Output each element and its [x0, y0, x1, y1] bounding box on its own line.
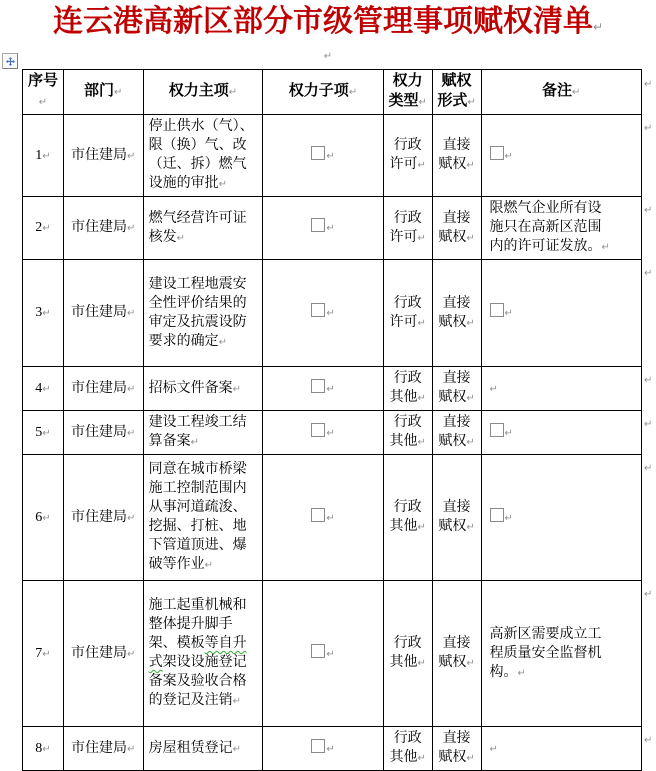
- grant-form-text: 直接赋权: [438, 210, 471, 245]
- cell-end-mark: ↵: [417, 753, 426, 764]
- cell-sub-power-item: [263, 260, 383, 367]
- cell-grant-form: [432, 411, 481, 455]
- department-text: 市住建局: [71, 740, 128, 756]
- header-main-item: [143, 70, 263, 115]
- cell-remark: [481, 367, 641, 411]
- cell-seq-no: [23, 455, 64, 581]
- cell-end-mark: ↵: [489, 743, 498, 755]
- cell-grant-form: [432, 115, 481, 197]
- cell-end-mark: ↵: [417, 160, 426, 171]
- cell-department: [63, 727, 143, 771]
- cell-power-type: [383, 581, 432, 727]
- sub-item-checkbox[interactable]: [311, 303, 325, 317]
- cell-grant-form: [432, 197, 481, 260]
- cell-end-mark: ↵: [326, 308, 335, 319]
- department-text: 市住建局: [71, 305, 128, 320]
- cell-end-mark: ↵: [417, 522, 426, 533]
- department-text: 市住建局: [71, 509, 128, 525]
- seq-no-text: 6: [35, 509, 43, 525]
- power-type-text: 行政许可: [389, 138, 422, 172]
- department-text: 市住建局: [71, 380, 128, 396]
- cell-end-mark: ↵: [326, 512, 335, 524]
- department-text: 市住建局: [71, 147, 128, 163]
- cell-end-mark: ↵: [643, 588, 653, 600]
- cell-end-mark: ↵: [218, 336, 227, 348]
- cell-end-mark: ↵: [127, 308, 136, 319]
- row-end-mark-cell: [641, 260, 655, 367]
- cell-end-mark: ↵: [643, 78, 653, 90]
- cell-grant-form: [432, 581, 481, 727]
- cell-power-type: [383, 411, 432, 455]
- cell-department: [63, 411, 143, 455]
- cell-end-mark: ↵: [417, 658, 426, 669]
- sub-item-checkbox[interactable]: [311, 423, 325, 437]
- cell-end-mark: ↵: [467, 97, 476, 108]
- cell-main-power-item: [143, 581, 263, 727]
- cell-sub-power-item: [263, 411, 383, 455]
- cell-end-mark: ↵: [326, 223, 335, 234]
- cell-end-mark: ↵: [643, 204, 653, 216]
- cell-seq-no: [23, 115, 64, 197]
- cell-end-mark: ↵: [466, 658, 475, 669]
- remark-checkbox[interactable]: [490, 146, 504, 160]
- cell-department: [63, 581, 143, 727]
- cell-sub-power-item: [263, 197, 383, 260]
- header-power-type-label: 权力类型: [388, 73, 423, 109]
- table-header-row: [23, 70, 656, 115]
- cell-power-type: [383, 367, 432, 411]
- cell-power-type: [383, 727, 432, 771]
- row-end-mark-cell: [641, 581, 655, 727]
- cell-end-mark: ↵: [127, 743, 136, 755]
- cell-end-mark: ↵: [517, 667, 526, 679]
- power-type-text: 行政其他: [389, 415, 422, 449]
- row-end-mark-cell: [641, 70, 655, 115]
- grant-form-text: 直接赋权: [438, 636, 471, 670]
- table-row: [23, 367, 656, 411]
- grant-form-text: 直接赋权: [438, 138, 471, 172]
- cell-end-mark: ↵: [114, 87, 123, 98]
- grant-form-text: 直接赋权: [438, 500, 471, 534]
- cell-end-mark: ↵: [127, 223, 136, 234]
- cell-sub-power-item: [263, 581, 383, 727]
- remark-text: 高新区需要成立工程质量安全监督机构。: [489, 626, 602, 680]
- row-end-mark-cell: [641, 367, 655, 411]
- cell-remark: [481, 455, 641, 581]
- power-type-text: 行政其他: [389, 500, 422, 534]
- cell-end-mark: ↵: [418, 97, 427, 108]
- cell-main-power-item: [143, 727, 263, 771]
- row-end-mark-cell: [641, 197, 655, 260]
- cell-end-mark: ↵: [643, 122, 653, 134]
- cell-end-mark: ↵: [232, 383, 241, 395]
- cell-end-mark: ↵: [232, 696, 241, 707]
- cell-power-type: [383, 197, 432, 260]
- cell-end-mark: ↵: [176, 232, 185, 244]
- header-power-type: [383, 70, 432, 115]
- cell-end-mark: ↵: [127, 648, 136, 660]
- header-main-item-label: 权力主项: [168, 83, 229, 99]
- seq-no-text: 1: [35, 147, 43, 163]
- row-end-mark-cell: [641, 727, 655, 771]
- table-row: [23, 411, 656, 455]
- cell-end-mark: ↵: [504, 308, 513, 319]
- main-item-text: 燃气经营许可证核发: [148, 210, 247, 245]
- authority-delegation-table: [22, 69, 656, 771]
- cell-power-type: [383, 455, 432, 581]
- cell-remark: [481, 411, 641, 455]
- cell-end-mark: ↵: [643, 734, 653, 746]
- department-text: 市住建局: [71, 424, 128, 440]
- main-item-text: 招标文件备案: [148, 380, 233, 396]
- page-title: [0, 4, 656, 45]
- main-item-text: 施工起重机械和整体提升脚手架、模板: [148, 598, 247, 651]
- cell-end-mark: ↵: [326, 150, 335, 162]
- cell-end-mark: ↵: [218, 179, 227, 190]
- cell-end-mark: ↵: [417, 393, 426, 404]
- cell-end-mark: ↵: [466, 522, 475, 533]
- cell-end-mark: ↵: [466, 437, 475, 448]
- remark-checkbox[interactable]: [490, 508, 504, 522]
- header-dept: [63, 70, 143, 115]
- main-item-text: 房屋租赁登记: [148, 740, 233, 756]
- cell-end-mark: ↵: [504, 427, 513, 439]
- cell-department: [63, 197, 143, 260]
- table-row: [23, 727, 656, 771]
- cell-end-mark: ↵: [204, 560, 213, 571]
- cell-end-mark: ↵: [326, 427, 335, 439]
- cell-end-mark: ↵: [348, 87, 358, 98]
- cell-end-mark: ↵: [466, 232, 475, 244]
- cell-end-mark: ↵: [643, 267, 653, 279]
- cell-end-mark: ↵: [42, 383, 51, 395]
- table-row: [23, 260, 656, 367]
- seq-no-text: 4: [35, 380, 43, 396]
- paragraph-mark: ↵: [592, 20, 604, 34]
- cell-end-mark: ↵: [42, 512, 51, 524]
- power-type-text: 行政其他: [389, 371, 422, 405]
- power-type-text: 行政许可: [389, 295, 422, 330]
- cell-main-power-item: [143, 411, 263, 455]
- cell-end-mark: ↵: [643, 418, 653, 430]
- power-type-text: 行政其他: [389, 731, 422, 765]
- cell-end-mark: ↵: [326, 383, 335, 395]
- cell-end-mark: ↵: [466, 393, 475, 404]
- cell-remark: [481, 260, 641, 367]
- cell-end-mark: ↵: [466, 753, 475, 764]
- cell-end-mark: ↵: [466, 317, 475, 329]
- cell-grant-form: [432, 260, 481, 367]
- cell-remark: [481, 197, 641, 260]
- empty-paragraph: [0, 45, 656, 65]
- remark-checkbox[interactable]: [490, 423, 504, 437]
- cell-power-type: [383, 115, 432, 197]
- cell-end-mark: ↵: [572, 87, 581, 98]
- row-end-mark-cell: [641, 455, 655, 581]
- main-item-text: 建设工程地震安全性评价结果的审定及抗震设防要求的确定: [148, 276, 247, 349]
- cell-sub-power-item: [263, 115, 383, 197]
- table-row: [23, 197, 656, 260]
- cell-remark: [481, 581, 641, 727]
- seq-no-text: 7: [35, 645, 43, 661]
- cell-main-power-item: [143, 455, 263, 581]
- table-row: [23, 455, 656, 581]
- cell-remark: [481, 727, 641, 771]
- cell-seq-no: [23, 411, 64, 455]
- cell-seq-no: [23, 727, 64, 771]
- cell-end-mark: ↵: [38, 97, 48, 108]
- cell-end-mark: ↵: [42, 223, 51, 234]
- cell-end-mark: ↵: [42, 648, 51, 660]
- cell-end-mark: ↵: [228, 87, 238, 98]
- department-text: 市住建局: [71, 645, 128, 661]
- cell-seq-no: [23, 581, 64, 727]
- cell-department: [63, 367, 143, 411]
- paragraph-mark: ↵: [323, 51, 333, 62]
- grant-form-text: 直接赋权: [438, 731, 471, 765]
- cell-end-mark: ↵: [127, 427, 136, 439]
- cell-end-mark: ↵: [326, 648, 335, 660]
- cell-end-mark: ↵: [42, 308, 51, 319]
- cell-end-mark: ↵: [127, 512, 136, 524]
- cell-main-power-item: [143, 367, 263, 411]
- sub-item-checkbox[interactable]: [311, 739, 325, 753]
- cell-grant-form: [432, 727, 481, 771]
- cell-end-mark: ↵: [326, 743, 335, 755]
- cell-power-type: [383, 260, 432, 367]
- main-item-text: 同意在城市桥梁施工控制范围内从事河道疏浚、挖掘、打桩、地下管道顶进、爆破等作业: [148, 462, 247, 572]
- cell-end-mark: ↵: [127, 150, 136, 162]
- authority-table-wrap: [22, 69, 656, 771]
- cell-remark: [481, 115, 641, 197]
- header-no: [23, 70, 64, 115]
- cell-end-mark: ↵: [504, 150, 513, 162]
- cell-main-power-item: [143, 115, 263, 197]
- cell-end-mark: ↵: [504, 512, 513, 524]
- grant-form-text: 直接赋权: [438, 371, 471, 405]
- cell-end-mark: ↵: [601, 242, 610, 253]
- cell-end-mark: ↵: [417, 317, 426, 329]
- four-way-arrow-icon: [6, 57, 15, 66]
- power-type-text: 行政许可: [389, 210, 422, 245]
- table-move-handle-icon[interactable]: [2, 53, 18, 69]
- table-row: [23, 581, 656, 727]
- cell-grant-form: [432, 455, 481, 581]
- cell-end-mark: ↵: [232, 743, 241, 755]
- table-row: [23, 115, 656, 197]
- cell-end-mark: ↵: [42, 427, 51, 439]
- spellcheck-squiggle-text: 等自升式: [148, 636, 247, 670]
- cell-end-mark: ↵: [489, 383, 498, 395]
- cell-end-mark: ↵: [190, 437, 199, 448]
- page-title-text: 连云港高新区部分市级管理事项赋权清单: [52, 5, 593, 38]
- header-sub-item: [263, 70, 383, 115]
- header-remark: [481, 70, 641, 115]
- remark-text: 限燃气企业所有设施只在高新区范围内的许可证发放。: [489, 201, 602, 254]
- row-end-mark-cell: [641, 411, 655, 455]
- cell-department: [63, 260, 143, 367]
- seq-no-text: 8: [35, 740, 43, 756]
- grant-form-text: 直接赋权: [438, 295, 471, 330]
- main-item-text: 架设设施登记备案及验收合格的登记及注销: [148, 655, 247, 708]
- row-end-mark-cell: [641, 115, 655, 197]
- cell-end-mark: ↵: [417, 232, 426, 244]
- sub-item-checkbox[interactable]: [311, 508, 325, 522]
- cell-sub-power-item: [263, 367, 383, 411]
- cell-seq-no: [23, 367, 64, 411]
- header-grant-form: [432, 70, 481, 115]
- header-no-label: 序号: [27, 73, 58, 89]
- cell-end-mark: ↵: [643, 462, 653, 474]
- cell-seq-no: [23, 197, 64, 260]
- cell-seq-no: [23, 260, 64, 367]
- power-type-text: 行政其他: [389, 636, 422, 670]
- sub-item-checkbox[interactable]: [311, 146, 325, 160]
- cell-department: [63, 115, 143, 197]
- cell-end-mark: ↵: [42, 150, 51, 162]
- header-grant-form-label: 赋权形式: [437, 73, 472, 109]
- seq-no-text: 2: [35, 220, 43, 235]
- cell-grant-form: [432, 367, 481, 411]
- cell-main-power-item: [143, 260, 263, 367]
- cell-department: [63, 455, 143, 581]
- main-item-text: 停止供水（气）、限（换）气、改（迁、拆）燃气设施的审批: [148, 119, 254, 191]
- header-sub-item-label: 权力子项: [288, 83, 349, 99]
- cell-end-mark: ↵: [42, 743, 51, 755]
- header-remark-label: 备注: [542, 83, 573, 99]
- cell-end-mark: ↵: [417, 437, 426, 448]
- sub-item-checkbox[interactable]: [311, 218, 325, 232]
- remark-checkbox[interactable]: [490, 303, 504, 317]
- header-dept-label: 部门: [84, 83, 115, 99]
- department-text: 市住建局: [71, 220, 128, 235]
- seq-no-text: 3: [35, 305, 43, 320]
- cell-main-power-item: [143, 197, 263, 260]
- seq-no-text: 5: [35, 424, 43, 440]
- cell-end-mark: ↵: [127, 383, 136, 395]
- cell-sub-power-item: [263, 727, 383, 771]
- grant-form-text: 直接赋权: [438, 415, 471, 449]
- main-item-text: 建设工程竣工结算备案: [148, 415, 247, 449]
- cell-sub-power-item: [263, 455, 383, 581]
- cell-end-mark: ↵: [466, 160, 475, 171]
- sub-item-checkbox[interactable]: [311, 644, 325, 658]
- cell-end-mark: ↵: [643, 374, 653, 386]
- sub-item-checkbox[interactable]: [311, 379, 325, 393]
